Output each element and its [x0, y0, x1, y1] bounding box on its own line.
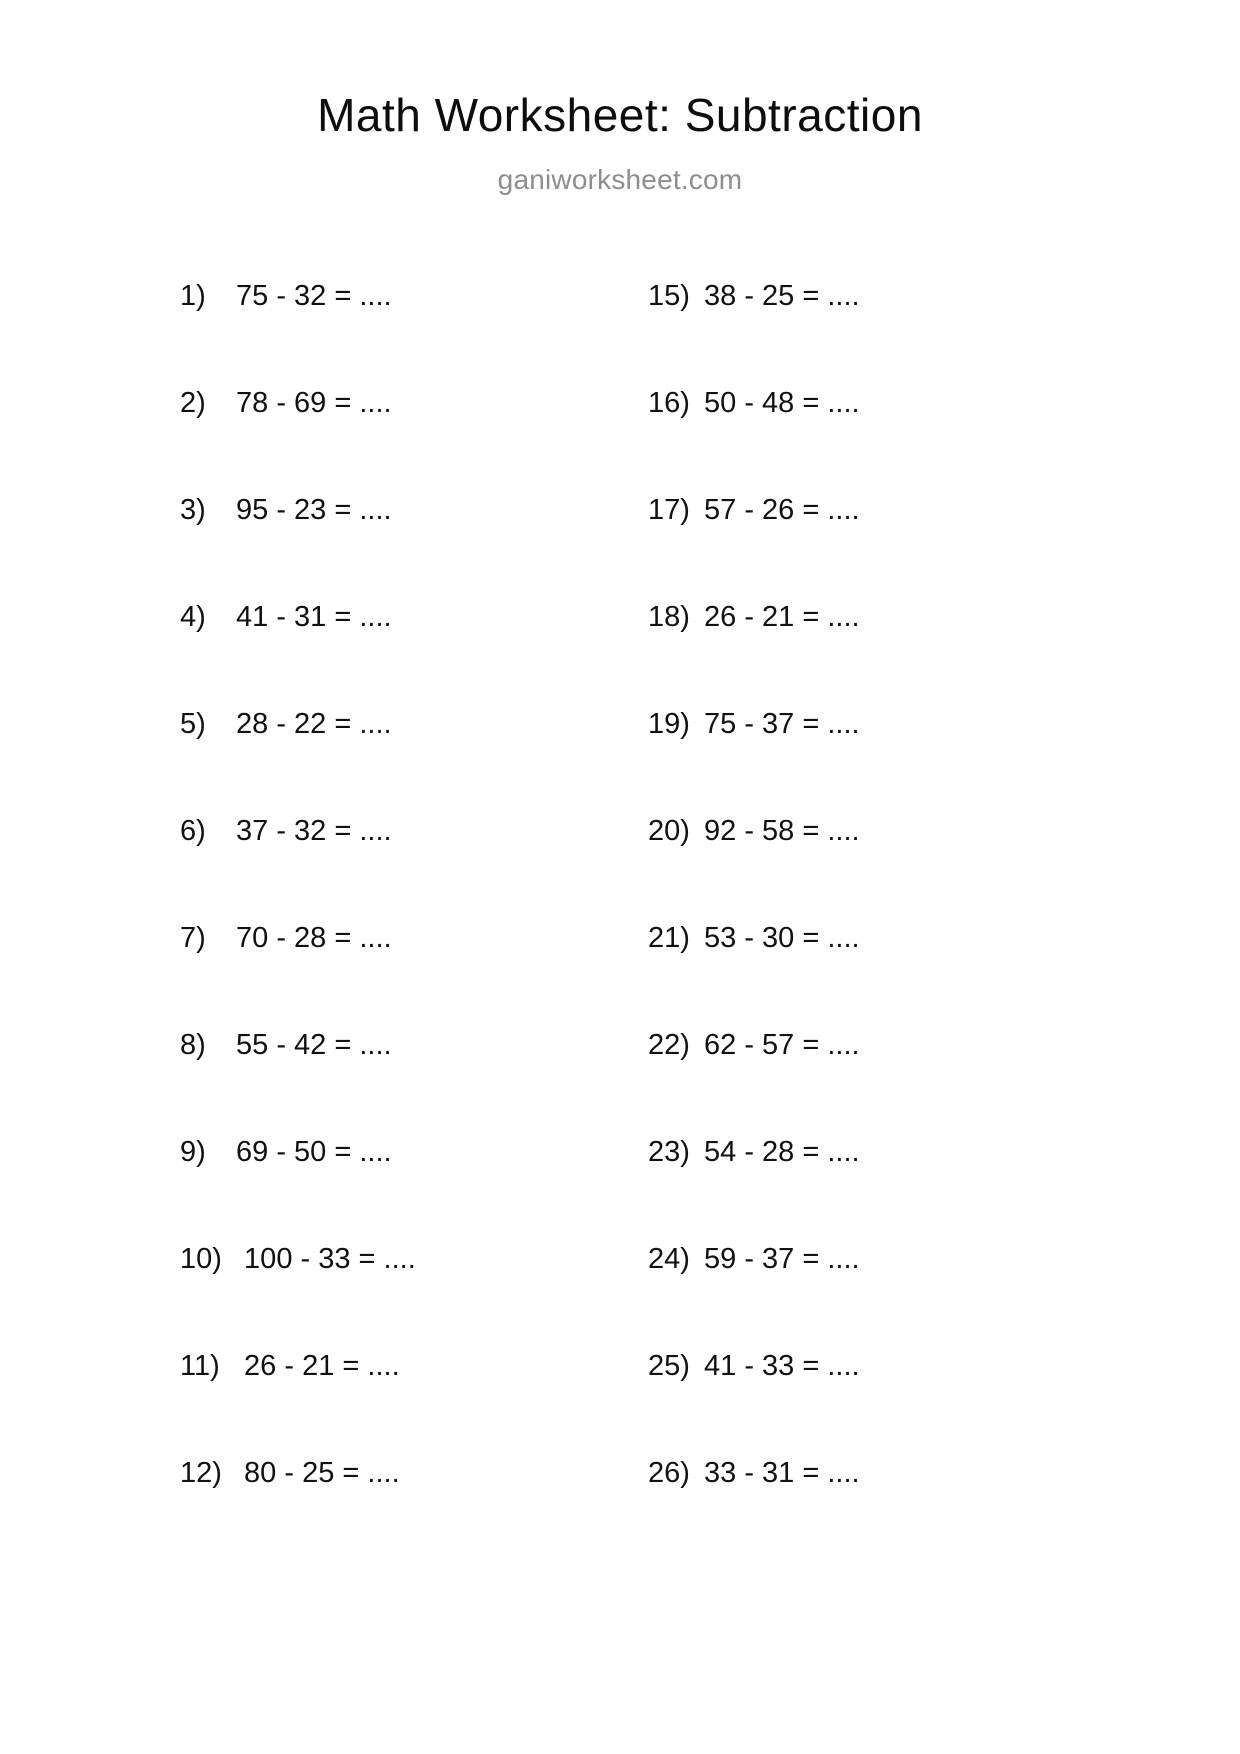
problem-number: 26) [648, 1457, 690, 1489]
problem-expression: 41 - 31 = .... [236, 601, 392, 633]
problem-column-left [100, 282, 620, 1566]
problem-item [620, 1138, 1140, 1245]
problem-number: 8) [180, 1029, 206, 1061]
problem-expression: 95 - 23 = .... [236, 494, 392, 526]
problem-expression: 59 - 37 = .... [704, 1243, 860, 1275]
problem-expression: 26 - 21 = .... [236, 1350, 400, 1382]
problem-number: 2) [180, 387, 206, 419]
problem-number: 3) [180, 494, 206, 526]
problem-number: 19) [648, 708, 690, 740]
problem-item [620, 1245, 1140, 1352]
problem-number: 22) [648, 1029, 690, 1061]
problem-item [100, 389, 620, 496]
problem-number: 10) [180, 1243, 222, 1275]
problem-item [620, 282, 1140, 389]
problem-number: 17) [648, 494, 690, 526]
problem-item [620, 1352, 1140, 1459]
problem-number: 15) [648, 280, 690, 312]
problem-number: 9) [180, 1136, 206, 1168]
problem-number: 1) [180, 280, 206, 312]
problem-item [100, 1459, 620, 1566]
problem-item [100, 1352, 620, 1459]
problem-expression: 75 - 32 = .... [236, 280, 392, 312]
problem-expression: 37 - 32 = .... [236, 815, 392, 847]
problem-number: 25) [648, 1350, 690, 1382]
problem-column-right [620, 282, 1140, 1566]
problem-expression: 75 - 37 = .... [704, 708, 860, 740]
problem-item [100, 924, 620, 1031]
problem-grid [0, 282, 1240, 1566]
site-credit: ganiworksheet.com [497, 164, 743, 195]
problem-number: 12) [180, 1457, 222, 1489]
problem-item [100, 817, 620, 924]
problem-number: 24) [648, 1243, 690, 1275]
problem-expression: 80 - 25 = .... [236, 1457, 400, 1489]
problem-item [620, 924, 1140, 1031]
problem-expression: 100 - 33 = .... [236, 1243, 416, 1275]
problem-number: 6) [180, 815, 206, 847]
problem-item [100, 1138, 620, 1245]
problem-item [620, 817, 1140, 924]
problem-number: 18) [648, 601, 690, 633]
problem-item [620, 710, 1140, 817]
problem-item [100, 1245, 620, 1352]
problem-item [100, 603, 620, 710]
problem-expression: 53 - 30 = .... [704, 922, 860, 954]
problem-expression: 38 - 25 = .... [704, 280, 860, 312]
problem-item [620, 389, 1140, 496]
problem-expression: 57 - 26 = .... [704, 494, 860, 526]
problem-number: 16) [648, 387, 690, 419]
problem-item [100, 282, 620, 389]
page-title: Math Worksheet: Subtraction [317, 89, 923, 141]
problem-number: 4) [180, 601, 206, 633]
problem-number: 20) [648, 815, 690, 847]
problem-item [620, 603, 1140, 710]
problem-expression: 28 - 22 = .... [236, 708, 392, 740]
problem-expression: 92 - 58 = .... [704, 815, 860, 847]
problem-number: 7) [180, 922, 206, 954]
problem-expression: 26 - 21 = .... [704, 601, 860, 633]
problem-expression: 69 - 50 = .... [236, 1136, 392, 1168]
problem-item [620, 1459, 1140, 1566]
problem-number: 23) [648, 1136, 690, 1168]
problem-expression: 50 - 48 = .... [704, 387, 860, 419]
problem-item [100, 1031, 620, 1138]
problem-expression: 54 - 28 = .... [704, 1136, 860, 1168]
problem-item [620, 496, 1140, 603]
problem-item [100, 496, 620, 603]
problem-expression: 70 - 28 = .... [236, 922, 392, 954]
problem-expression: 55 - 42 = .... [236, 1029, 392, 1061]
problem-expression: 33 - 31 = .... [704, 1457, 860, 1489]
problem-expression: 62 - 57 = .... [704, 1029, 860, 1061]
problem-number: 21) [648, 922, 690, 954]
problem-item [100, 710, 620, 817]
problem-number: 5) [180, 708, 206, 740]
problem-number: 11) [180, 1350, 220, 1382]
problem-expression: 78 - 69 = .... [236, 387, 392, 419]
problem-item [620, 1031, 1140, 1138]
problem-expression: 41 - 33 = .... [704, 1350, 860, 1382]
